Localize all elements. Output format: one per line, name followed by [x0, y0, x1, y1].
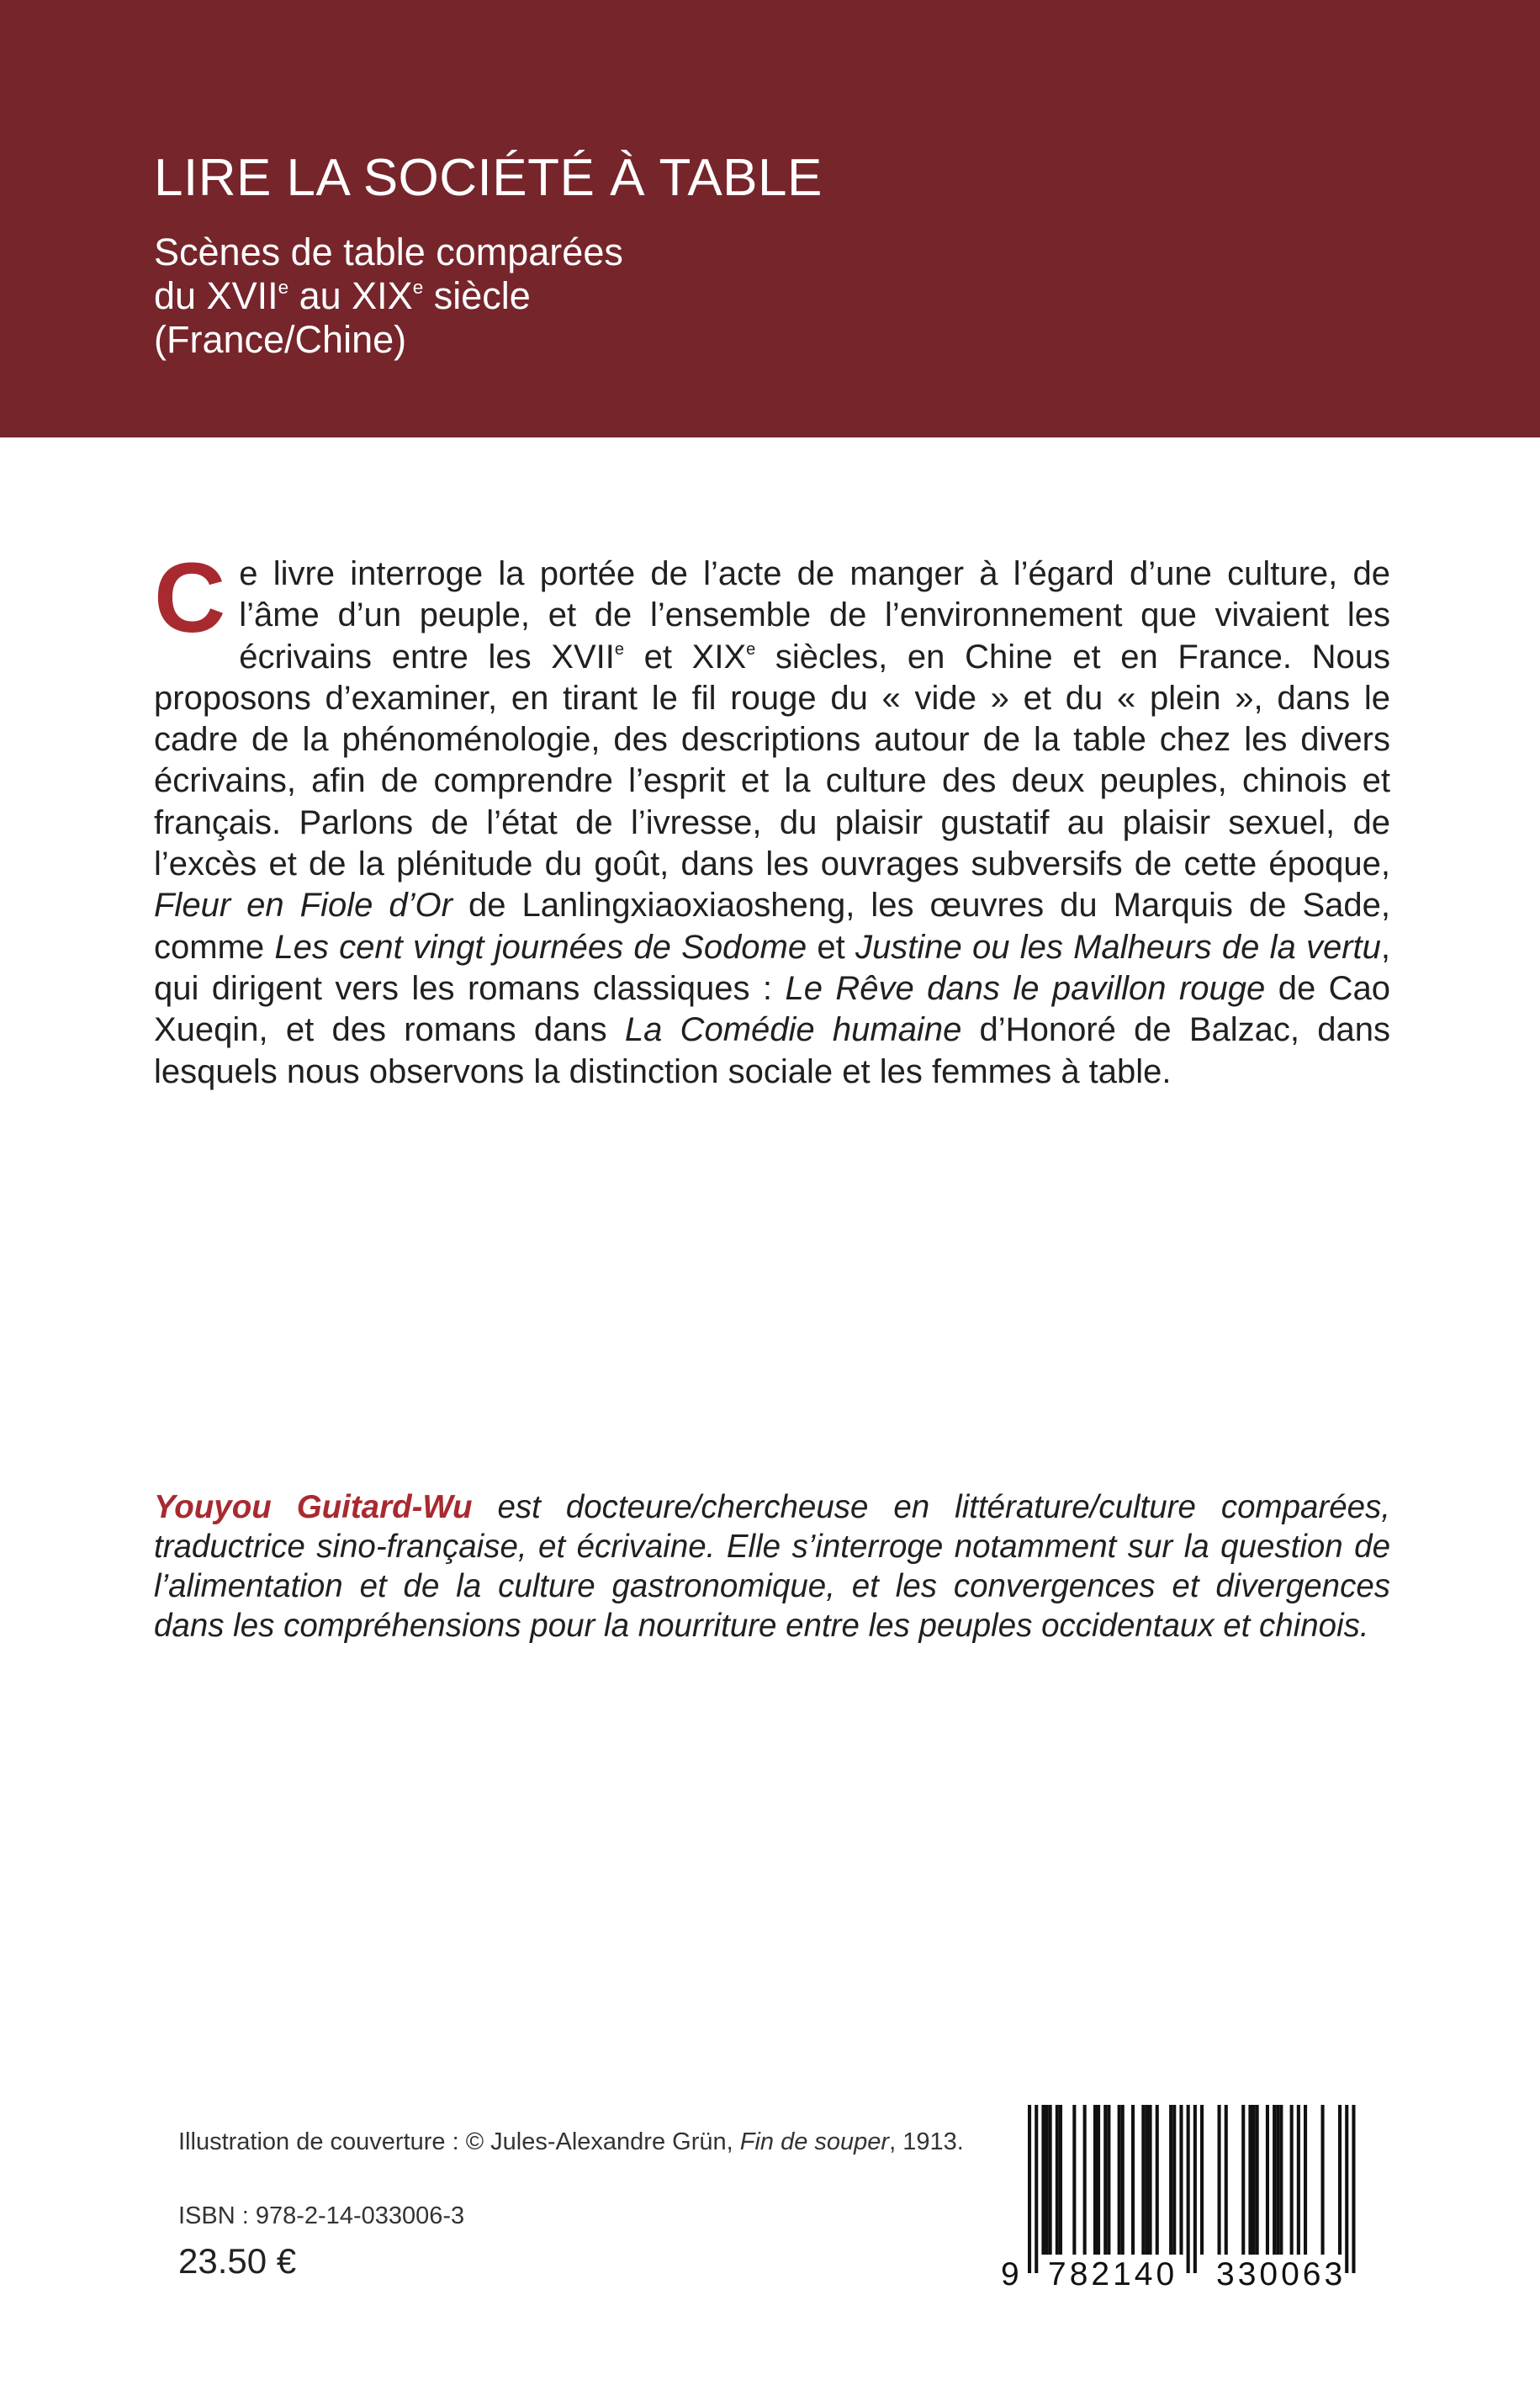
- barcode-bar: [1131, 2105, 1135, 2255]
- barcode-bar: [1276, 2105, 1279, 2255]
- title-band: [0, 0, 1540, 437]
- barcode-bar: [1273, 2105, 1276, 2255]
- barcode-bar: [1279, 2105, 1283, 2255]
- barcode-bar: [1225, 2105, 1228, 2255]
- barcode-bar: [1345, 2105, 1348, 2273]
- barcode-bar: [1083, 2105, 1087, 2255]
- author-name: Youyou Guitard-Wu: [154, 1489, 473, 1525]
- subtitle-line-1: Scènes de table comparées: [154, 231, 623, 273]
- barcode-bar: [1093, 2105, 1097, 2255]
- barcode-bar: [1049, 2105, 1052, 2255]
- barcode-bar: [1179, 2105, 1183, 2255]
- barcode-bar: [1045, 2105, 1049, 2255]
- barcode-bar: [1097, 2105, 1100, 2255]
- barcode-bar: [1121, 2105, 1125, 2255]
- subtitle-line-3: (France/Chine): [154, 318, 407, 361]
- barcode-bar: [1248, 2105, 1252, 2255]
- barcode-bar: [1200, 2105, 1204, 2255]
- barcode-bar: [1072, 2105, 1076, 2255]
- barcode-bar: [1041, 2105, 1045, 2255]
- barcode-bar: [1218, 2105, 1221, 2255]
- barcode-bar: [1056, 2105, 1059, 2255]
- book-subtitle: [154, 231, 1416, 362]
- barcode-bar: [1352, 2105, 1355, 2273]
- subtitle-line-2: du XVIIe au XIXe siècle: [154, 274, 531, 317]
- barcode-bar: [1107, 2105, 1110, 2255]
- work-title: Les cent vingt journées de Sodome: [274, 928, 807, 966]
- price-text: 23.50 €: [178, 2241, 297, 2281]
- barcode-bar: [1193, 2105, 1197, 2273]
- barcode-bar: [1169, 2105, 1172, 2255]
- barcode-bar: [1103, 2105, 1107, 2255]
- blurb-paragraph: Ce livre interroge la portée de l’acte de manger à l’égard d’une culture, de l’âme d’un peuple, et de l’ensemble de l’environnement que vivaient les écrivains entre les XVIIe et XIXe siècles, en Chine et en France. Nous proposons d’examiner, en tirant le fil rouge du « vide » et du « plein », dans le cadre de la phénoménologie, des descriptions autour de la table chez les divers écrivains, afin de comprendre l’esprit et la culture des deux peuples, chinois et français. Parlons de l’état de l’ivresse, du plaisir gustatif au plaisir sexuel, de l’excès et de la plénitude du goût, dans les ouvrages subversifs de cette époque, Fleur en Fiole d’Or de Lanlingxiaoxiaosheng, les œuvres du Marquis de Sade, comme Les cent vingt journées de Sodome et Justine ou les Malheurs de la vertu, qui dirigent vers les romans classiques : Le Rêve dans le pavillon rouge de Cao Xueqin, et des romans dans La Comédie humaine d’Honoré de Balzac, dans lesquels nous observons la distinction sociale et les femmes à table.: [154, 543, 1391, 1090]
- barcode: 9 782140 330063: [999, 2105, 1369, 2292]
- work-title: La Comédie humaine: [624, 1011, 962, 1049]
- barcode-bar: [1290, 2105, 1294, 2255]
- barcode-bar: [1059, 2105, 1062, 2255]
- author-bio: Youyou Guitard-Wu est docteure/chercheuse en littérature/culture comparées, traductrice sino-française, et écrivaine. Elle s’interroge notamment sur la question de l’alimentation et de la culture gastronomique, et les convergences et divergences dans les compréhensions pour la nourriture entre les peuples occidentaux et chinois.: [154, 1489, 1390, 1644]
- barcode-bar: [1145, 2105, 1148, 2255]
- barcode-bar: [1338, 2105, 1342, 2255]
- barcode-bar: [1118, 2105, 1121, 2255]
- barcode-bar: [1321, 2105, 1325, 2255]
- isbn-text: ISBN : 978-2-14-033006-3: [178, 2202, 465, 2229]
- barcode-bar: [1252, 2105, 1256, 2255]
- barcode-bar: [1256, 2105, 1259, 2255]
- barcode-bar: [1266, 2105, 1269, 2255]
- work-title: Fleur en Fiole d’Or: [154, 887, 452, 925]
- barcode-bar: [1156, 2105, 1159, 2255]
- barcode-bar: [1297, 2105, 1300, 2255]
- work-title: Justine ou les Malheurs de la vertu: [855, 928, 1381, 966]
- barcode-bar: [1028, 2105, 1031, 2273]
- drop-cap: C: [154, 543, 226, 654]
- barcode-bar: [1035, 2105, 1038, 2273]
- barcode-bar: [1149, 2105, 1152, 2255]
- book-title: LIRE LA SOCIÉTÉ À TABLE: [154, 149, 823, 207]
- barcode-bar: [1187, 2105, 1190, 2273]
- barcode-bar: [1172, 2105, 1176, 2255]
- barcode-bar: [1141, 2105, 1145, 2255]
- work-title: Le Rêve dans le pavillon rouge: [785, 969, 1266, 1007]
- barcode-bar: [1241, 2105, 1245, 2255]
- barcode-bar: [1304, 2105, 1307, 2255]
- illustration-credit: Illustration de couverture : © Jules-Alexandre Grün, Fin de souper, 1913.: [178, 2128, 964, 2155]
